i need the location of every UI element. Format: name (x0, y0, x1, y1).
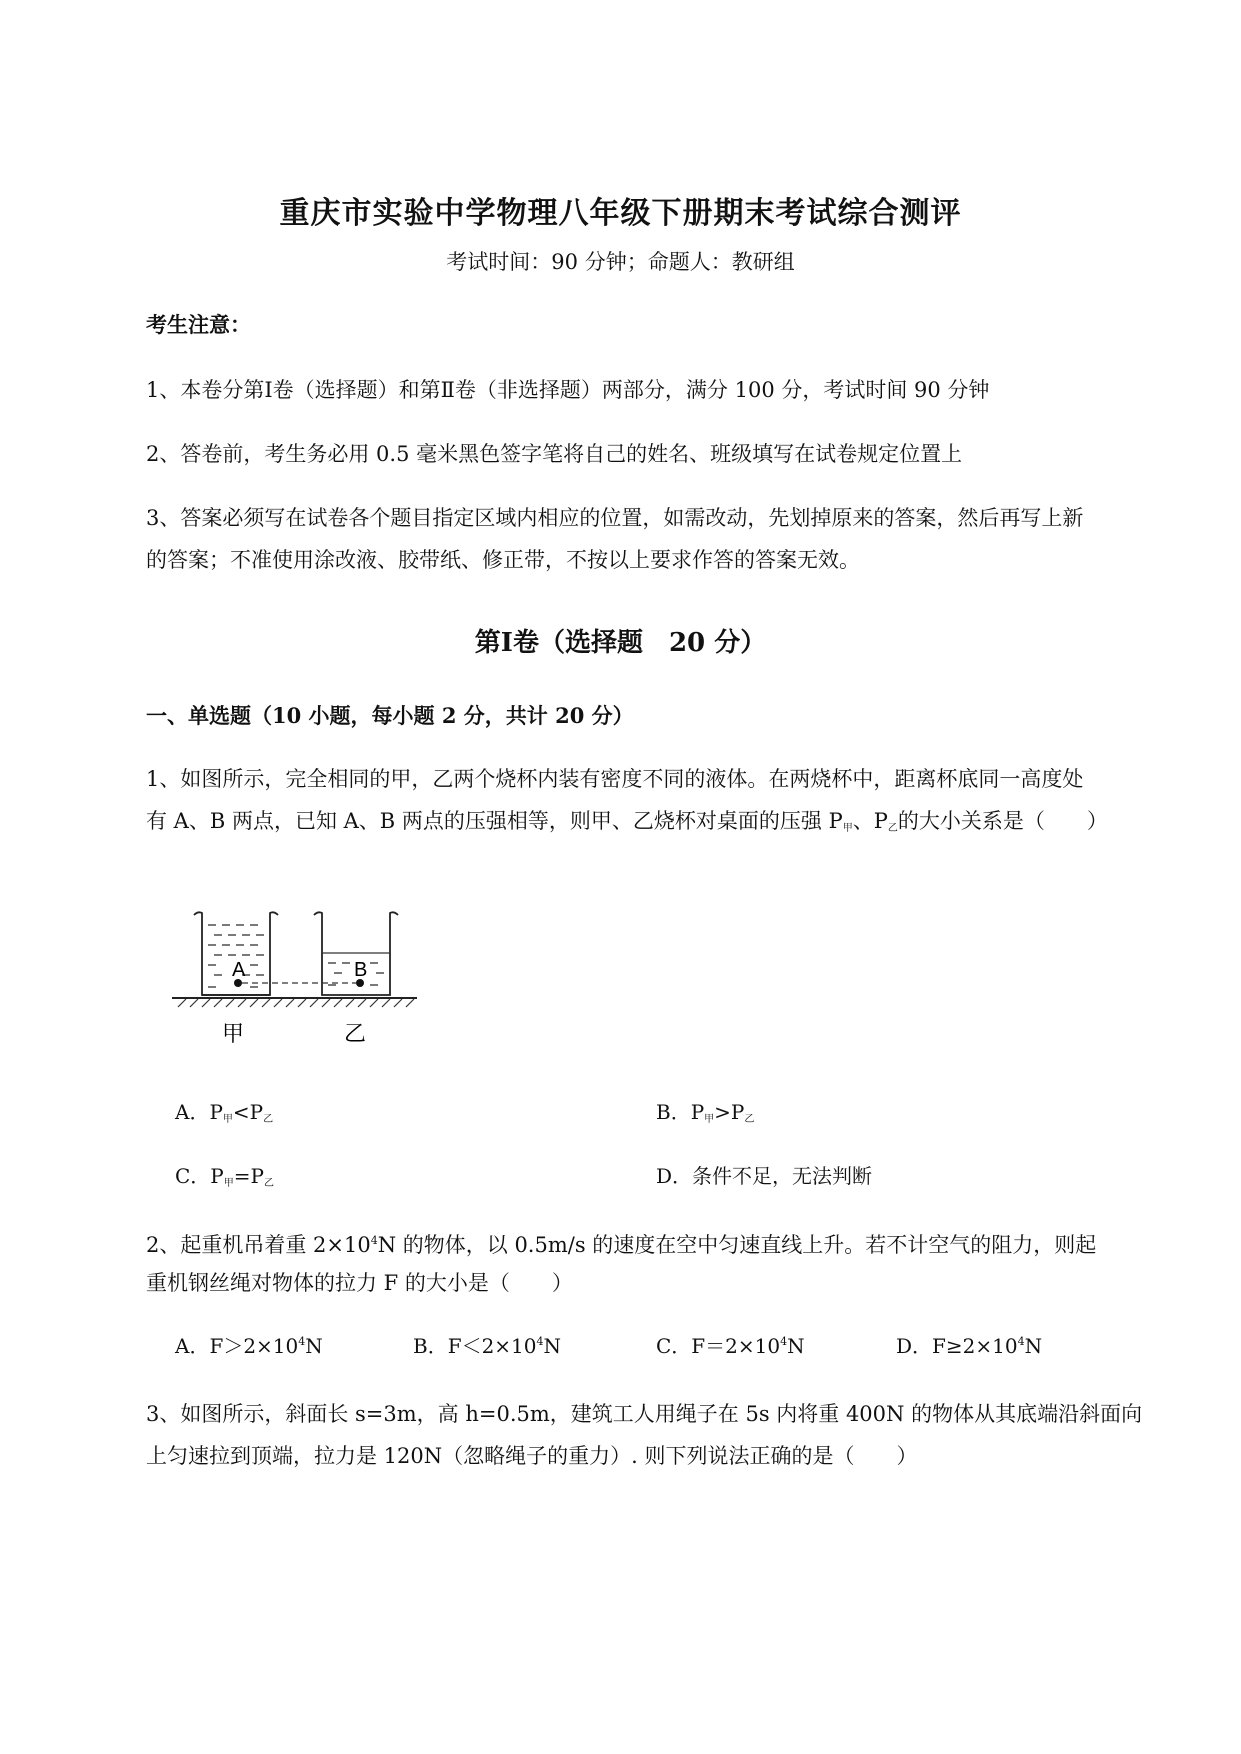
point-b-label: B (354, 959, 368, 981)
table-hatching (178, 999, 414, 1007)
q3-text-line2: 上匀速拉到顶端，拉力是 120N（忽略绳子的重力）. 则下列说法正确的是（ ） (146, 1444, 918, 1468)
notice-item-3-cont: 的答案；不准使用涂改液、胶带纸、修正带，不按以上要求作答的答案无效。 (146, 548, 860, 572)
q2-text-line1: 2、起重机吊着重 $2\times 10^4N$ 的物体，以 0.5m/s 的速度在空中匀速直线上升。若不计空气的阻力，则起 (146, 1233, 1097, 1257)
point-a-label: A (232, 959, 246, 981)
label-jia: 甲 (222, 1022, 245, 1047)
section-title: 第Ⅰ卷（选择题 20 分） (474, 628, 767, 658)
q2-option-c[interactable]: C．$F=2\times 10^4N$ (656, 1334, 805, 1358)
q2-text-line2: 重机钢丝绳对物体的拉力 F 的大小是（ ） (146, 1271, 573, 1295)
notice-item-1: 1、本卷分第Ⅰ卷（选择题）和第Ⅱ卷（非选择题）两部分，满分 100 分，考试时间 90 分钟 (146, 378, 990, 402)
q1-option-d[interactable]: D．条件不足，无法判断 (656, 1164, 873, 1188)
q1-option-a[interactable]: A．$P_甲<P_乙$ (175, 1100, 274, 1125)
page-title: 重庆市实验中学物理八年级下册期末考试综合测评 (279, 196, 962, 231)
label-yi: 乙 (344, 1022, 367, 1047)
notice-item-3: 3、答案必须写在试卷各个题目指定区域内相应的位置，如需改动，先划掉原来的答案，然后再写上新 (146, 506, 1084, 530)
q2-option-b[interactable]: B．$F<2\times 10^4N$ (413, 1334, 562, 1358)
q1-option-c[interactable]: C．$P_甲=P_乙$ (175, 1164, 274, 1189)
notice-item-2: 2、答卷前，考生务必用 0.5 毫米黑色签字笔将自己的姓名、班级填写在试卷规定位置上 (146, 442, 963, 466)
beakers-figure (172, 903, 432, 1053)
q2-option-d[interactable]: D．$F\ge 2\times 10^4N$ (896, 1334, 1043, 1358)
q1-option-b[interactable]: B．$P_甲>P_乙$ (656, 1100, 755, 1125)
q1-text-line1: 1、如图所示，完全相同的甲，乙两个烧杯内装有密度不同的液体。在两烧杯中，距离杯底同一高度处 (146, 767, 1084, 791)
q1-text-line2: 有 A、B 两点，已知 A、B 两点的压强相等，则甲、乙烧杯对桌面的压强 $P_甲$、$P_乙$的大小关系是（ ） (146, 809, 1108, 834)
q2-option-a[interactable]: A．$F>2\times 10^4N$ (175, 1334, 323, 1358)
q3-text-line1: 3、如图所示，斜面长 s=3m，高 h=0.5m，建筑工人用绳子在 5s 内将重 400N 的物体从其底端沿斜面向 (146, 1402, 1143, 1426)
notice-heading: 考生注意： (146, 312, 251, 337)
exam-info: 考试时间：90 分钟；命题人：教研组 (446, 250, 795, 274)
part-heading: 一、单选题（10 小题，每小题 2 分，共计 20 分） (146, 703, 634, 728)
